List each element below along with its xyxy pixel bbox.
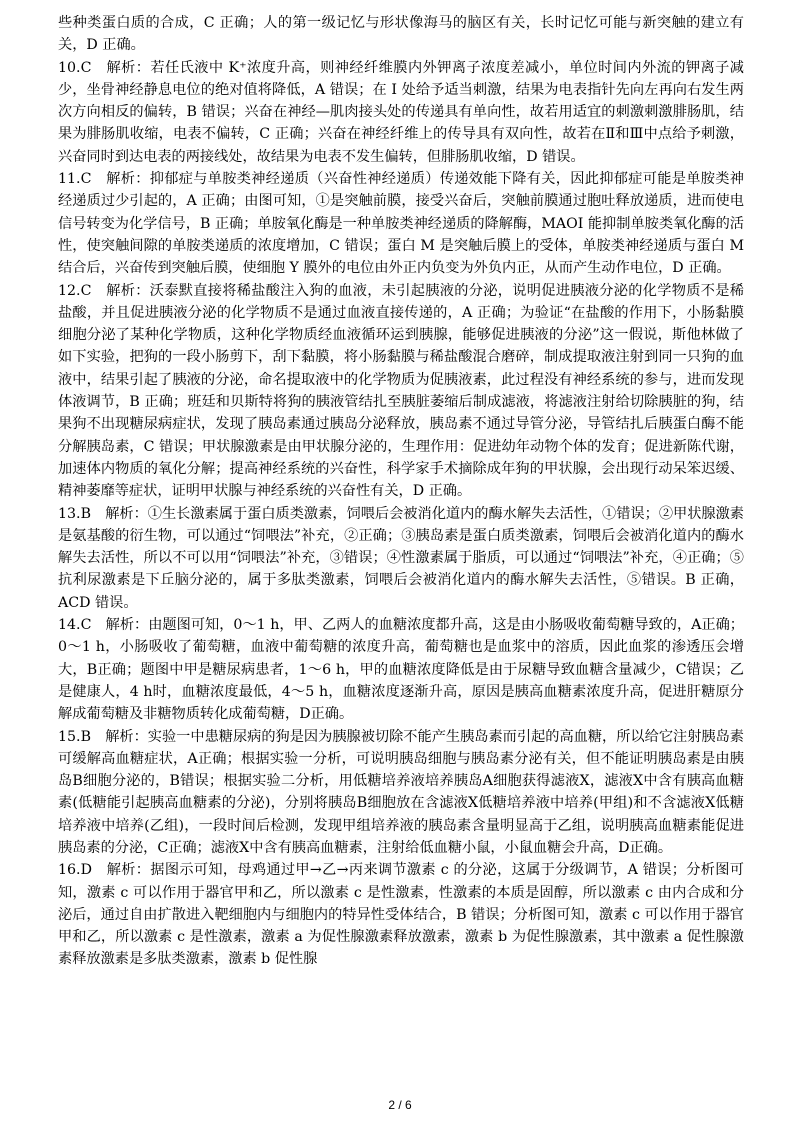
document-page <box>58 12 744 971</box>
page-number: 2 / 6 <box>388 1098 412 1112</box>
answer-10-explanation: 10.C 解析：若任氏液中 K⁺浓度升高，则神经纤维膜内外钾离子浓度差减小，单位时间内外流的钾离子减少，坐骨神经静息电位的绝对值将降低，A 错误；在 I 处给予适当刺激，结果为电表指针先向左再向右发生两次方向相反的偏转，B 错误；兴奋在神经—肌肉接头处的传递具有单向性，故若用适宜的刺激刺激腓肠肌，结果为腓肠肌收缩，电表不偏转，C 正确；兴奋在神经纤维上的传导具有双向性，故若在Ⅱ和Ⅲ中点给予刺激，兴奋同时到达电表的两接线处，故结果为电表不发生偏转，但腓肠肌收缩，D 错误。 <box>58 59 744 165</box>
answer-12-explanation: 12.C 解析：沃泰默直接将稀盐酸注入狗的血液，未引起胰液的分泌，说明促进胰液分泌的化学物质不是稀盐酸，并且促进胰液分泌的化学物质不是通过血液直接传递的，A 正确；为验证“在盐酸的作用下，小肠黏膜细胞分泌了某种化学物质，这种化学物质经血液循环运到胰腺，能够促进胰液的分泌”这一假说，斯他林做了如下实验，把狗的一段小肠剪下，刮下黏膜，将小肠黏膜与稀盐酸混合磨碎，制成提取液注射到同一只狗的血液中，结果引起了胰液的分泌，命名提取液中的化学物质为促胰液素，此过程没有神经系统的参与，进而发现体液调节，B 正确；班廷和贝斯特将狗的胰液管结扎至胰脏萎缩后制成滤液，将滤液注射给切除胰脏的狗，结果狗不出现糖尿病症状，发现了胰岛素通过胰岛分泌释放，胰岛素不通过导管分泌，导管结扎后胰蛋白酶不能分解胰岛素，C 错误；甲状腺激素是由甲状腺分泌的，生理作用：促进幼年动物个体的发育；促进新陈代谢，加速体内物质的氧化分解；提高神经系统的兴奋性，科学家手术摘除成年狗的甲状腺，会出现行动呆笨迟缓、精神萎靡等症状，证明甲状腺与神经系统的兴奋性有关，D 正确。 <box>58 282 744 500</box>
answer-14-explanation: 14.C 解析：由题图可知，0～1 h，甲、乙两人的血糖浓度都升高，这是由小肠吸收葡萄糖导致的，A正确；0～1 h，小肠吸收了葡萄糖，血液中葡萄糖的浓度升高，葡萄糖也是血浆中的溶质，因此血浆的渗透压会增大，B正确；题图中甲是糖尿病患者，1～6 h，甲的血糖浓度降低是由于尿糖导致血糖含量减少，C错误；乙是健康人，4 h时，血糖浓度最低，4～5 h，血糖浓度逐渐升高，原因是胰高血糖素浓度升高，促进肝糖原分解成葡萄糖及非糖物质转化成葡萄糖，D正确。 <box>58 617 744 723</box>
answer-15-explanation: 15.B 解析：实验一中患糖尿病的狗是因为胰腺被切除不能产生胰岛素而引起的高血糖，所以给它注射胰岛素可缓解高血糖症状，A正确；根据实验一分析，可说明胰岛细胞与胰岛素分泌有关，但不能证明胰岛素是由胰岛B细胞分泌的，B错误；根据实验二分析，用低糖培养液培养胰岛A细胞获得滤液X，滤液X中含有胰高血糖素(低糖能引起胰高血糖素的分泌)，分别将胰岛B细胞放在含滤液X低糖培养液中培养(甲组)和不含滤液X低糖培养液中培养(乙组)，一段时间后检测，发现甲组培养液的胰岛素含量明显高于乙组，说明胰高血糖素能促进胰岛素的分泌，C正确；滤液X中含有胰高血糖素，注射给低血糖小鼠，小鼠血糖会升高，D正确。 <box>58 728 744 856</box>
answer-16-explanation: 16.D 解析：据图示可知，母鸡通过甲→乙→丙来调节激素 c 的分泌，这属于分级调节，A 错误；分析图可知，激素 c 可以作用于器官甲和乙，所以激素 c 是性激素，性激素的本质是固醇，所以激素 c 由内合成和分泌后，通过自由扩散进入靶细胞内与细胞内的特异性受体结合，B 错误；分析图可知，激素 c 可以作用于器官甲和乙，所以激素 c 是性激素，激素 a 为促性腺激素释放激素，激素 b 为促性腺激素，其中激素 a 促性腺激素释放激素是多肽类激素，激素 b 促性腺 <box>58 862 744 968</box>
answer-13-explanation: 13.B 解析：①生长激素属于蛋白质类激素，饲喂后会被消化道内的酶水解失去活性，①错误；②甲状腺激素是氨基酸的衍生物，可以通过“饲喂法”补充，②正确；③胰岛素是蛋白质类激素，饲喂后会被消化道内的酶水解失去活性，所以不可以用“饲喂法”补充，③错误；④性激素属于脂质，可以通过“饲喂法”补充，④正确；⑤抗利尿激素是下丘脑分泌的，属于多肽类激素，饲喂后会被消化道内的酶水解失去活性，⑤错误。B 正确，ACD 错误。 <box>58 505 744 611</box>
answer-11-explanation: 11.C 解析：抑郁症与单胺类神经递质（兴奋性神经递质）传递效能下降有关，因此抑郁症可能是单胺类神经递质过少引起的，A 正确；由图可知，①是突触前膜，接受兴奋后，突触前膜通过胞吐释放递质，进而使电信号转变为化学信号，B 正确；单胺氧化酶是一种单胺类神经递质的降解酶，MAOI 能抑制单胺类氧化酶的活性，使突触间隙的单胺类递质的浓度增加，C 错误；蛋白 M 是突触后膜上的受体，单胺类神经递质与蛋白 M 结合后，兴奋传到突触后膜，使细胞 Y 膜外的电位由外正内负变为外负内正，从而产生动作电位，D 正确。 <box>58 171 744 277</box>
paragraph-continuation: 些种类蛋白质的合成，C 正确；人的第一级记忆与形状像海马的脑区有关，长时记忆可能与新突触的建立有关，D 正确。 <box>58 15 744 54</box>
